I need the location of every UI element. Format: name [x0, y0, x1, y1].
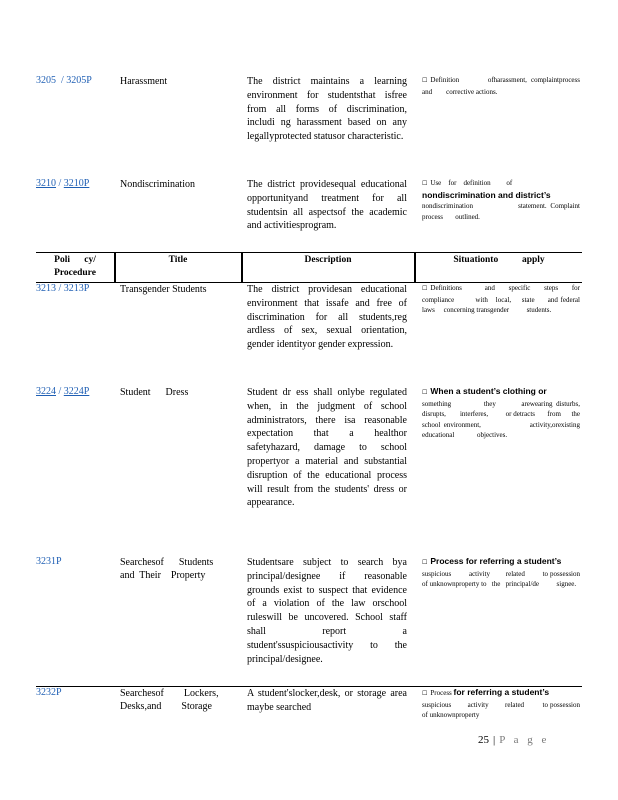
table-row	[36, 178, 593, 248]
footer-separator: |	[493, 734, 496, 746]
policy-code-separator: /	[56, 386, 64, 397]
policy-code-separator: /	[56, 178, 64, 189]
situation-text: suspicious activity related to possession of unknownproperty	[422, 700, 594, 719]
situation-emphasis: for referring a student’s	[453, 687, 550, 697]
page-label: P a g e	[499, 734, 550, 746]
header-title: Title	[168, 255, 188, 265]
bullet-icon: ☐	[422, 180, 428, 187]
policy-link-b[interactable]: 3210P	[63, 178, 90, 189]
policy-code-b: 3205P	[66, 75, 92, 86]
table-row	[36, 75, 600, 171]
situation-text: Process	[430, 689, 452, 697]
situation-text: something they arewearing disturbs, disrupts, interferes, or detracts from the school environment, activity,orexisting educational objectives.	[422, 399, 593, 439]
policy-title: Harassment	[120, 76, 168, 87]
policy-title: Searchesof Students and Their Property	[120, 557, 216, 581]
policy-code	[36, 386, 116, 397]
policy-title: Nondiscrimination	[120, 179, 195, 190]
bullet-icon: ☐	[422, 690, 428, 697]
policy-code	[36, 283, 116, 294]
header-policy-line2: Procedure	[54, 268, 96, 278]
policy-code-separator: /	[56, 75, 67, 86]
header-situation: Situationto apply	[453, 255, 545, 265]
situation-emphasis: When a student’s clothing or	[430, 386, 547, 396]
header-description: Description	[304, 255, 352, 265]
policy-code-a: 3213	[36, 283, 56, 294]
policy-title: Student Dress	[120, 387, 189, 398]
page-number: 25	[478, 734, 489, 746]
header-policy	[36, 253, 114, 283]
policy-code	[36, 75, 116, 86]
policy-code-b: 3213P	[63, 283, 90, 294]
situation-text: nondiscrimination statement. Complaint process outlined.	[422, 202, 593, 221]
situation-emphasis: nondiscrimination and district’s	[422, 189, 551, 200]
policy-situation	[422, 386, 593, 441]
situation-text: suspicious activity related to possession of unknownproperty to the principal/de signee.	[422, 569, 596, 588]
table-row	[36, 687, 594, 727]
situation-emphasis: Process for referring a student’s	[430, 556, 562, 566]
policy-code-a: 3205	[36, 75, 56, 86]
policy-description: Studentsare subject to search bya principal/designee if reasonable grounds exist to suspect that evidence of a violation of the law orschool ruleswill be uncovered. School staff shall report a student'ssuspiciousactivity to the principal/designee.	[247, 557, 407, 665]
header-policy-line1: Poli cy/	[54, 255, 96, 265]
table-row	[36, 283, 593, 379]
table-row	[36, 556, 596, 682]
bullet-icon: ☐	[422, 77, 428, 84]
policy-situation	[422, 687, 594, 721]
policy-situation	[422, 75, 600, 97]
policy-description: A student'slocker,desk, or storage area maybe searched	[247, 688, 407, 713]
policy-link-b[interactable]: 3224P	[63, 386, 90, 397]
page-footer	[478, 734, 549, 746]
table-row	[36, 386, 593, 548]
bullet-icon: ☐	[422, 559, 428, 566]
policy-code: 3232P	[36, 687, 62, 698]
policy-link-a[interactable]: 3210	[36, 178, 56, 189]
policy-code-separator: /	[56, 283, 64, 294]
policy-code: 3231P	[36, 556, 62, 567]
policy-link-a[interactable]: 3224	[36, 386, 56, 397]
policy-title: Transgender Students	[120, 284, 207, 295]
policy-description: The district providesan educational environment that issafe and free of discrimination for all students,reg ardless of sex, sexual orientation, gender identityor gender expression.	[247, 284, 407, 351]
policy-situation	[422, 556, 596, 590]
policy-title: Searchesof Lockers, Desks,and Storage	[120, 688, 222, 712]
situation-text: Use for definition of	[430, 179, 513, 187]
situation-text: Definition ofharassment, complaintprocess and corrective actions.	[422, 76, 600, 96]
policy-situation	[422, 283, 593, 316]
policy-description: The district providesequal educational opportunityand treatment for all studentsin all aspectsof the academic and activitiesprogram.	[247, 179, 407, 232]
policy-code	[36, 178, 116, 189]
policy-description: Student dr ess shall onlybe regulated when, in the judgment of school administrators, there isa reasonable expectation that a healthor safetyhazard, damage to school propertyor a material and substantial disruption of the educational process will result from the students' dress or appearance.	[247, 387, 407, 509]
situation-text: Definitions and specific steps for compliance with local, state and federal laws concerning transgender students.	[422, 284, 593, 314]
policy-situation	[422, 178, 593, 222]
bullet-icon: ☐	[422, 285, 428, 292]
bullet-icon: ☐	[422, 389, 428, 396]
table-header	[36, 252, 582, 283]
policy-description: The district maintains a learning environment for studentsthat isfree from all forms of discrimination, includi ng harassment based on any legallyprotected statusor characteristic.	[247, 76, 407, 143]
